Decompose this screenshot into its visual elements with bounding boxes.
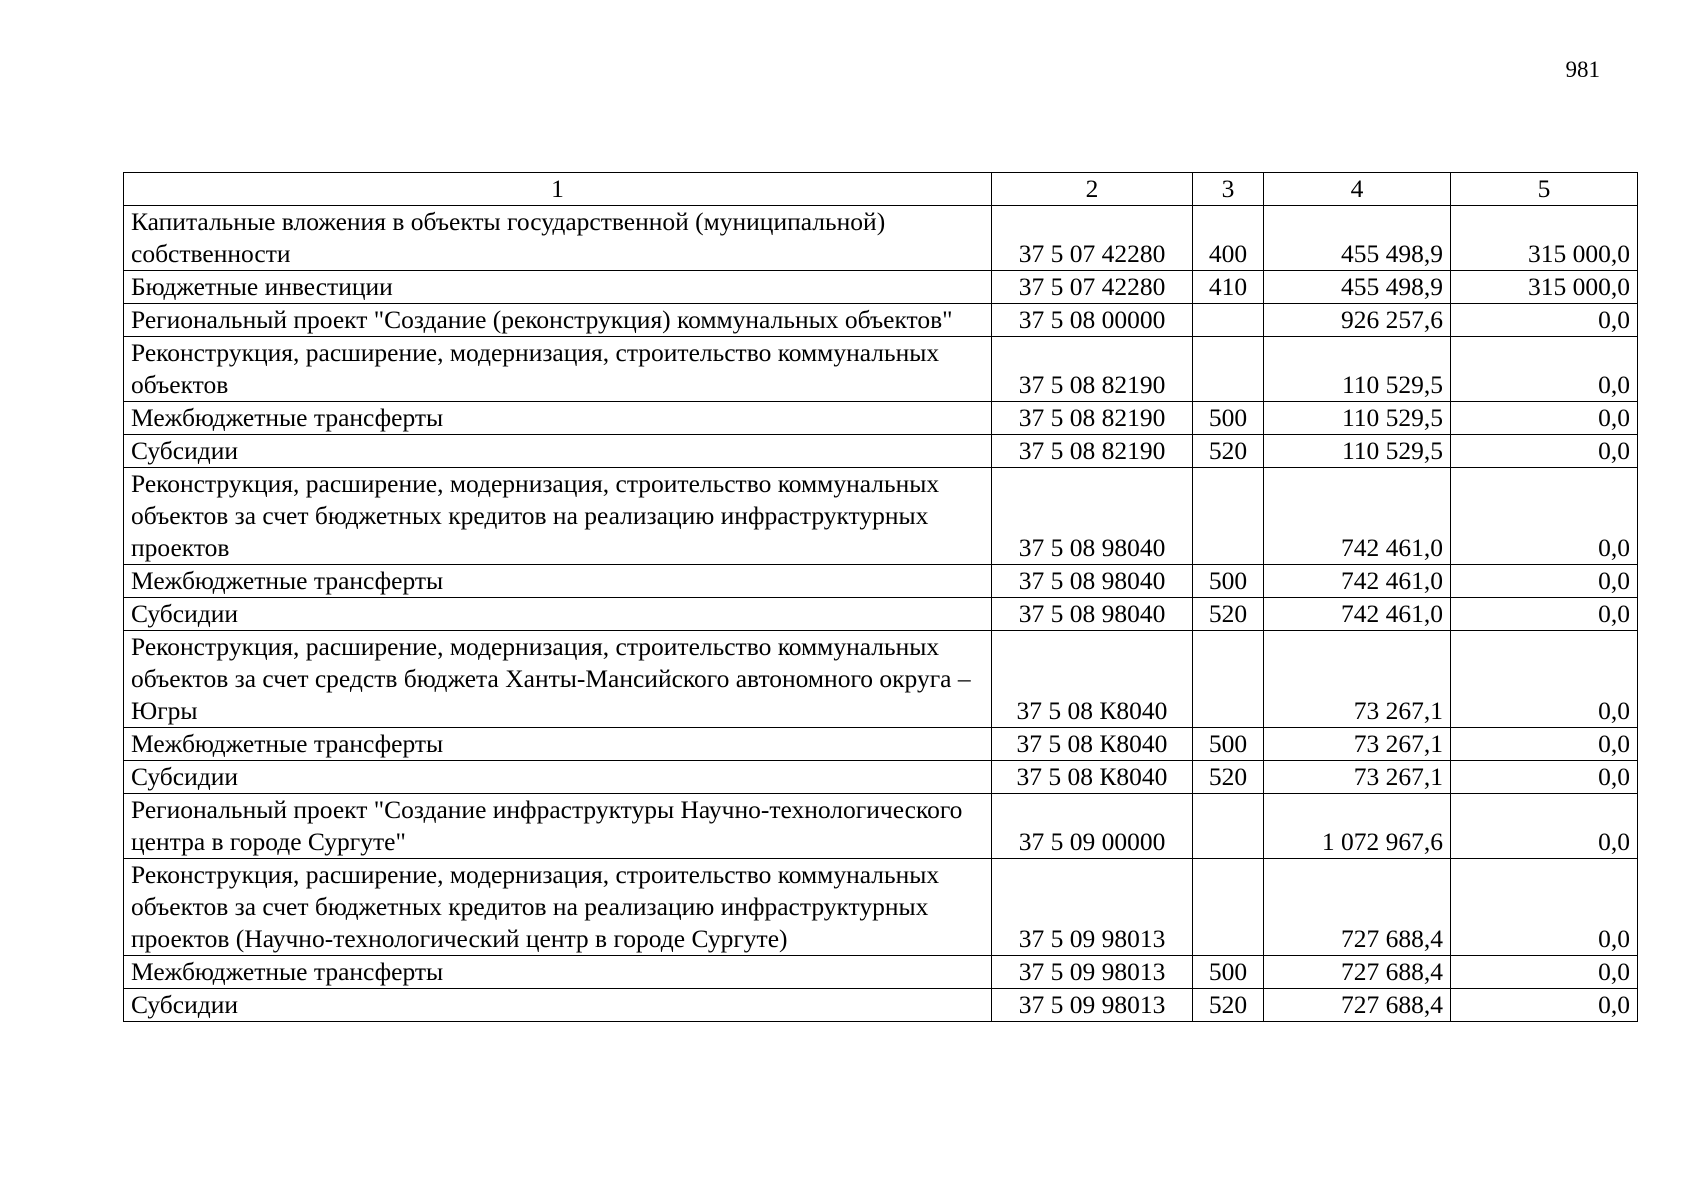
row-value2-cell: 0,0 [1451,468,1638,565]
row-type-cell: 410 [1193,271,1264,304]
row-name-cell: Субсидии [124,989,992,1022]
row-name-cell: Межбюджетные трансферты [124,402,992,435]
table-row [124,956,1638,989]
table-row [124,598,1638,631]
row-value2-cell: 315 000,0 [1451,271,1638,304]
row-code-cell: 37 5 08 82190 [992,402,1193,435]
row-type-cell: 500 [1193,565,1264,598]
row-value2-cell: 0,0 [1451,761,1638,794]
table-row [124,304,1638,337]
row-value1-cell: 727 688,4 [1264,956,1451,989]
row-value1-cell: 926 257,6 [1264,304,1451,337]
table-row [124,728,1638,761]
row-value2-cell: 0,0 [1451,989,1638,1022]
row-value2-cell: 0,0 [1451,598,1638,631]
row-code-cell: 37 5 08 98040 [992,565,1193,598]
row-value1-cell: 742 461,0 [1264,468,1451,565]
row-value1-cell: 110 529,5 [1264,402,1451,435]
row-type-cell: 520 [1193,598,1264,631]
row-value1-cell: 455 498,9 [1264,206,1451,271]
row-type-cell: 520 [1193,989,1264,1022]
row-value2-cell: 0,0 [1451,794,1638,859]
row-value2-cell: 0,0 [1451,304,1638,337]
row-code-cell: 37 5 07 42280 [992,271,1193,304]
header-col-5: 5 [1451,173,1638,206]
row-name-cell: Реконструкция, расширение, модернизация, строительство коммунальных объектов [124,337,992,402]
row-code-cell: 37 5 08 К8040 [992,761,1193,794]
row-value1-cell: 727 688,4 [1264,859,1451,956]
table-row [124,271,1638,304]
page-number: 981 [1565,57,1600,82]
row-code-cell: 37 5 09 98013 [992,989,1193,1022]
header-col-4: 4 [1264,173,1451,206]
row-code-cell: 37 5 08 98040 [992,598,1193,631]
row-value2-cell: 0,0 [1451,435,1638,468]
row-type-cell: 500 [1193,402,1264,435]
row-name-cell: Региональный проект "Создание (реконструкция) коммунальных объектов" [124,304,992,337]
row-code-cell: 37 5 08 К8040 [992,631,1193,728]
row-name-cell: Реконструкция, расширение, модернизация, строительство коммунальных объектов за счет бюджетных кредитов на реализацию инфраструктурных проектов (Научно-технологический центр в городе Сургуте) [124,859,992,956]
table-row [124,859,1638,956]
row-value1-cell: 73 267,1 [1264,728,1451,761]
row-type-cell [1193,631,1264,728]
row-type-cell [1193,794,1264,859]
row-value2-cell: 0,0 [1451,402,1638,435]
row-value1-cell: 73 267,1 [1264,761,1451,794]
row-code-cell: 37 5 09 98013 [992,859,1193,956]
row-value1-cell: 110 529,5 [1264,337,1451,402]
row-code-cell: 37 5 09 00000 [992,794,1193,859]
table-row [124,468,1638,565]
row-value1-cell: 742 461,0 [1264,598,1451,631]
row-code-cell: 37 5 08 К8040 [992,728,1193,761]
table-row [124,761,1638,794]
row-value2-cell: 0,0 [1451,956,1638,989]
row-code-cell: 37 5 08 00000 [992,304,1193,337]
row-type-cell: 500 [1193,956,1264,989]
row-name-cell: Реконструкция, расширение, модернизация, строительство коммунальных объектов за счет бюджетных кредитов на реализацию инфраструктурных проектов [124,468,992,565]
table-row [124,206,1638,271]
row-type-cell: 520 [1193,761,1264,794]
budget-table [123,172,1638,1022]
row-type-cell [1193,304,1264,337]
row-code-cell: 37 5 08 98040 [992,468,1193,565]
row-name-cell: Реконструкция, расширение, модернизация, строительство коммунальных объектов за счет средств бюджета Ханты-Мансийского автономного округа – Югры [124,631,992,728]
header-col-2: 2 [992,173,1193,206]
table-row [124,337,1638,402]
table-row [124,989,1638,1022]
table-body [124,206,1638,1022]
row-code-cell: 37 5 08 82190 [992,337,1193,402]
row-type-cell: 400 [1193,206,1264,271]
row-name-cell: Капитальные вложения в объекты государственной (муниципальной) собственности [124,206,992,271]
row-name-cell: Межбюджетные трансферты [124,728,992,761]
row-value2-cell: 0,0 [1451,859,1638,956]
table-row [124,435,1638,468]
row-name-cell: Субсидии [124,435,992,468]
row-type-cell [1193,468,1264,565]
row-name-cell: Межбюджетные трансферты [124,565,992,598]
row-value1-cell: 455 498,9 [1264,271,1451,304]
table-row [124,565,1638,598]
row-value1-cell: 110 529,5 [1264,435,1451,468]
row-code-cell: 37 5 07 42280 [992,206,1193,271]
header-row [124,173,1638,206]
row-value2-cell: 0,0 [1451,728,1638,761]
row-name-cell: Бюджетные инвестиции [124,271,992,304]
row-value1-cell: 1 072 967,6 [1264,794,1451,859]
row-name-cell: Региональный проект "Создание инфраструктуры Научно-технологического центра в городе Сургуте" [124,794,992,859]
row-type-cell: 500 [1193,728,1264,761]
row-type-cell [1193,337,1264,402]
row-value1-cell: 73 267,1 [1264,631,1451,728]
table-row [124,794,1638,859]
row-code-cell: 37 5 09 98013 [992,956,1193,989]
header-col-1: 1 [124,173,992,206]
row-value1-cell: 727 688,4 [1264,989,1451,1022]
row-type-cell: 520 [1193,435,1264,468]
row-name-cell: Субсидии [124,761,992,794]
row-code-cell: 37 5 08 82190 [992,435,1193,468]
row-name-cell: Субсидии [124,598,992,631]
row-value2-cell: 0,0 [1451,565,1638,598]
header-col-3: 3 [1193,173,1264,206]
table-row [124,631,1638,728]
row-type-cell [1193,859,1264,956]
row-value2-cell: 0,0 [1451,337,1638,402]
row-value1-cell: 742 461,0 [1264,565,1451,598]
row-name-cell: Межбюджетные трансферты [124,956,992,989]
row-value2-cell: 315 000,0 [1451,206,1638,271]
table-row [124,402,1638,435]
row-value2-cell: 0,0 [1451,631,1638,728]
